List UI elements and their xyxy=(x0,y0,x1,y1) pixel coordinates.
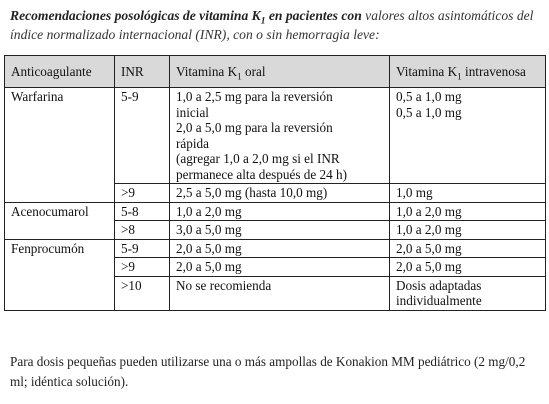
iv-line: 0,5 a 1,0 mg xyxy=(396,104,462,120)
oral-cell: 2,0 a 5,0 mg xyxy=(170,258,390,277)
header-inr: INR xyxy=(115,56,170,88)
iv-line: 0,5 a 1,0 mg xyxy=(396,89,462,104)
iv-cell xyxy=(390,276,546,310)
table-row xyxy=(5,239,546,258)
iv-line: individualmente xyxy=(396,293,482,308)
footnote: Para dosis pequeñas pueden utilizarse una o más ampollas de Konakion MM pediátrico (2 mg/0,2 ml; idéntica solución). xyxy=(10,354,526,389)
oral-cell: 2,0 a 5,0 mg xyxy=(170,239,390,258)
inr-cell: >9 xyxy=(115,184,170,203)
table-row xyxy=(5,258,546,277)
drug-cell xyxy=(5,184,115,203)
oral-cell: 1,0 a 2,0 mg xyxy=(170,202,390,221)
iv-cell xyxy=(390,88,546,184)
oral-cell: 3,0 a 5,0 mg xyxy=(170,221,390,240)
oral-line: 2,0 a 5,0 mg para la reversión xyxy=(176,120,333,135)
header-oral-sub: 1 xyxy=(237,71,242,82)
inr-cell: 5-8 xyxy=(115,202,170,221)
iv-cell: 2,0 a 5,0 mg xyxy=(390,258,546,277)
header-oral-suffix: oral xyxy=(241,64,266,80)
dosage-table xyxy=(4,55,546,311)
caption-rest: valores altos asintomáticos del índice normalizado internacional (INR), con o sin hemorragia leve: xyxy=(10,8,534,42)
oral-line: (agregar 1,0 a 2,0 mg si el INR xyxy=(176,151,340,166)
header-iv-prefix: Vitamina K xyxy=(396,64,458,80)
oral-cell xyxy=(170,88,390,184)
iv-cell: 1,0 mg xyxy=(390,184,546,203)
table-row xyxy=(5,202,546,221)
drug-cell: Fenprocumón xyxy=(5,239,115,258)
header-iv-suffix: intravenosa xyxy=(461,64,526,80)
oral-line: permanece alta después de 24 h) xyxy=(176,166,347,182)
drug-cell xyxy=(5,276,115,310)
table-header-row xyxy=(5,56,546,88)
caption-bold-text: Recomendaciones posológicas de vitamina K xyxy=(10,8,261,23)
table-caption xyxy=(10,6,540,44)
header-oral-prefix: Vitamina K xyxy=(176,64,238,80)
oral-cell: 2,5 a 5,0 mg (hasta 10,0 mg) xyxy=(170,184,390,203)
oral-cell: No se recomienda xyxy=(170,276,390,310)
inr-cell: 5-9 xyxy=(115,88,170,184)
inr-cell: >9 xyxy=(115,258,170,277)
header-anticoagulante: Anticoagulante xyxy=(5,56,115,88)
drug-cell: Warfarina xyxy=(5,88,115,184)
table-row xyxy=(5,276,546,310)
table-row xyxy=(5,184,546,203)
header-iv-sub: 1 xyxy=(457,71,462,82)
iv-cell: 1,0 a 2,0 mg xyxy=(390,221,546,240)
caption-bold xyxy=(10,8,362,27)
header-oral xyxy=(170,56,390,88)
iv-line: Dosis adaptadas xyxy=(396,277,482,293)
iv-cell: 1,0 a 2,0 mg xyxy=(390,202,546,221)
iv-cell: 2,0 a 5,0 mg xyxy=(390,239,546,258)
oral-line: inicial xyxy=(176,104,209,120)
inr-cell: 5-9 xyxy=(115,239,170,258)
caption-subscript: 1 xyxy=(260,16,266,27)
table-row xyxy=(5,88,546,184)
caption-bold-tail: en pacientes con xyxy=(265,8,362,23)
drug-cell xyxy=(5,221,115,240)
drug-cell xyxy=(5,258,115,277)
oral-line: rápida xyxy=(176,135,209,151)
oral-line: 1,0 a 2,5 mg para la reversión xyxy=(176,89,333,104)
table-row xyxy=(5,221,546,240)
header-iv xyxy=(390,56,546,88)
inr-cell: >10 xyxy=(115,276,170,310)
inr-cell: >8 xyxy=(115,221,170,240)
drug-cell: Acenocumarol xyxy=(5,202,115,221)
